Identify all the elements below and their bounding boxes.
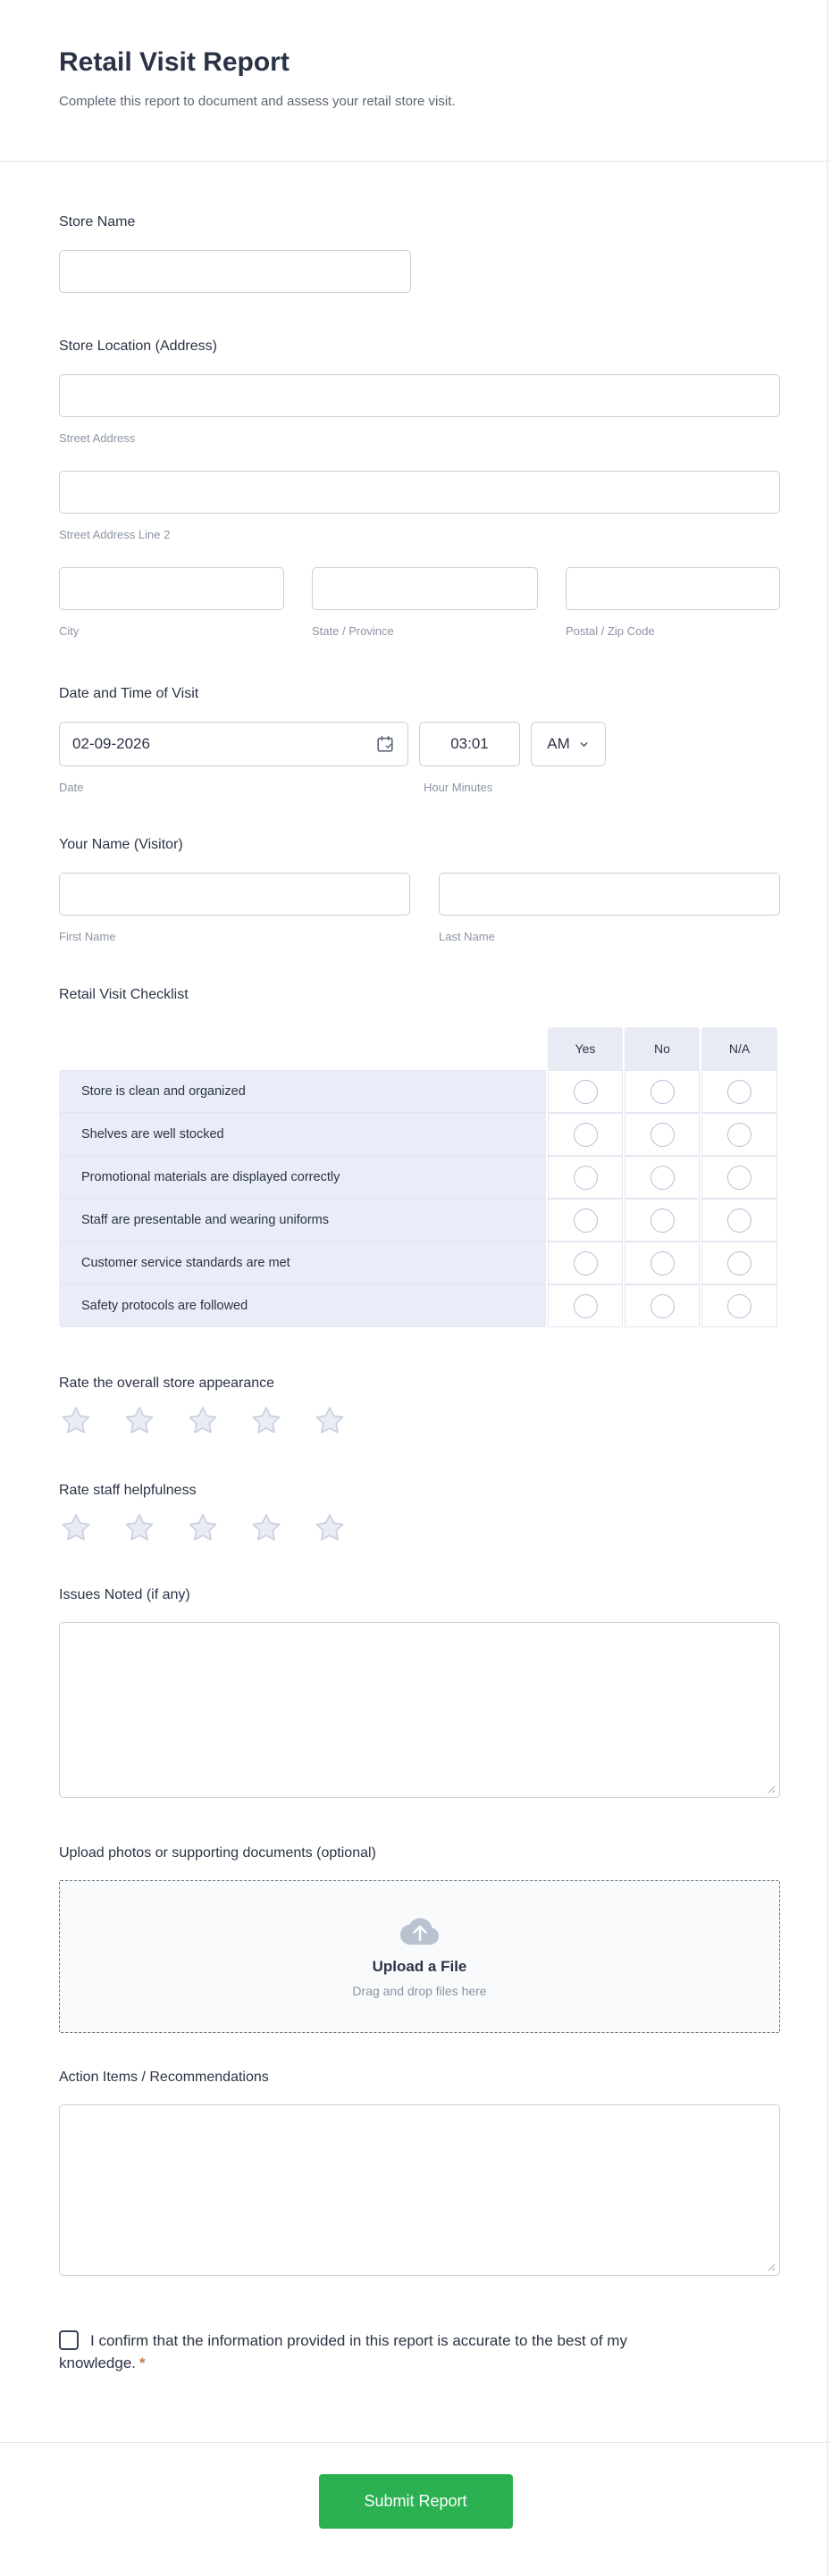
street-address-input[interactable] — [59, 374, 780, 417]
chevron-down-icon — [578, 739, 590, 750]
radio-cell — [548, 1113, 623, 1156]
section-datetime — [59, 685, 780, 795]
star-icon[interactable] — [59, 1404, 93, 1437]
checklist-row-label: Store is clean and organized — [59, 1070, 546, 1113]
visitor-name-label: Your Name (Visitor) — [59, 837, 183, 852]
section-store-name — [59, 213, 780, 293]
star-icon[interactable] — [122, 1511, 156, 1544]
radio-no[interactable] — [651, 1123, 675, 1147]
rating-helpfulness-label: Rate staff helpfulness — [59, 1483, 197, 1498]
section-visitor-name — [59, 836, 780, 944]
upload-hint: Drag and drop files here — [352, 1983, 487, 1998]
calendar-icon[interactable] — [375, 734, 395, 754]
star-icon[interactable] — [186, 1511, 220, 1544]
radio-na[interactable] — [727, 1123, 751, 1147]
radio-na[interactable] — [727, 1209, 751, 1233]
radio-yes[interactable] — [574, 1123, 598, 1147]
star-icon[interactable] — [249, 1511, 283, 1544]
checklist-row-label: Safety protocols are followed — [59, 1284, 546, 1327]
star-icon[interactable] — [59, 1511, 93, 1544]
radio-yes[interactable] — [574, 1080, 598, 1104]
column-header-yes: Yes — [548, 1027, 623, 1070]
column-header-no: No — [625, 1027, 700, 1070]
cloud-upload-icon — [399, 1916, 441, 1946]
submit-button[interactable]: Submit Report — [319, 2474, 513, 2529]
star-icon[interactable] — [122, 1404, 156, 1437]
city-input[interactable] — [59, 567, 284, 610]
radio-cell — [625, 1113, 700, 1156]
column-header-na: N/A — [701, 1027, 777, 1070]
street-address2-input[interactable] — [59, 471, 780, 514]
radio-cell — [625, 1199, 700, 1242]
star-rating-helpfulness — [59, 1511, 780, 1544]
time-sublabel: Hour Minutes — [424, 781, 493, 794]
issues-textarea[interactable] — [59, 1622, 780, 1798]
radio-no[interactable] — [651, 1209, 675, 1233]
first-name-sublabel: First Name — [59, 930, 116, 943]
resize-handle-icon[interactable] — [767, 1785, 776, 1794]
form-body — [0, 213, 831, 2374]
section-rating-helpfulness — [59, 1482, 780, 1544]
page-subtitle: Complete this report to document and assess your retail store visit. — [59, 94, 456, 109]
radio-na[interactable] — [727, 1166, 751, 1190]
form-footer — [0, 2442, 831, 2574]
upload-button-label: Upload a File — [372, 1957, 467, 1975]
radio-yes[interactable] — [574, 1294, 598, 1318]
section-issues — [59, 1586, 780, 1798]
postal-input[interactable] — [566, 567, 780, 610]
city-sublabel: City — [59, 624, 80, 638]
radio-cell — [701, 1242, 777, 1284]
section-upload — [59, 1844, 780, 2033]
date-input[interactable] — [59, 722, 408, 766]
meridiem-select[interactable] — [531, 722, 606, 766]
datetime-label: Date and Time of Visit — [59, 686, 199, 701]
state-sublabel: State / Province — [312, 624, 394, 638]
star-icon[interactable] — [313, 1511, 347, 1544]
rating-appearance-label: Rate the overall store appearance — [59, 1376, 275, 1391]
action-items-textarea[interactable] — [59, 2104, 780, 2276]
radio-na[interactable] — [727, 1251, 751, 1275]
confirm-label: I confirm that the information provided in this report is accurate to the best of my knowledge. — [59, 2332, 627, 2371]
upload-label: Upload photos or supporting documents (optional) — [59, 1845, 376, 1861]
resize-handle-icon[interactable] — [767, 2262, 776, 2271]
form-header — [0, 0, 831, 162]
checklist-corner-cell — [59, 1027, 546, 1070]
radio-cell — [701, 1199, 777, 1242]
checklist-row-label: Shelves are well stocked — [59, 1113, 546, 1156]
street-address-sublabel: Street Address — [59, 431, 136, 445]
section-checklist — [59, 986, 780, 1327]
section-action-items — [59, 2069, 780, 2276]
radio-yes[interactable] — [574, 1166, 598, 1190]
radio-no[interactable] — [651, 1251, 675, 1275]
checklist-row-label: Promotional materials are displayed correctly — [59, 1156, 546, 1199]
section-address — [59, 338, 780, 639]
first-name-input[interactable] — [59, 873, 410, 916]
checklist-label: Retail Visit Checklist — [59, 987, 189, 1002]
radio-cell — [701, 1113, 777, 1156]
radio-yes[interactable] — [574, 1251, 598, 1275]
radio-cell — [701, 1070, 777, 1113]
radio-yes[interactable] — [574, 1209, 598, 1233]
street-address2-sublabel: Street Address Line 2 — [59, 528, 171, 541]
radio-cell — [548, 1199, 623, 1242]
last-name-input[interactable] — [439, 873, 780, 916]
upload-dropzone[interactable] — [59, 1880, 780, 2033]
store-name-input[interactable] — [59, 250, 411, 293]
radio-na[interactable] — [727, 1294, 751, 1318]
radio-no[interactable] — [651, 1294, 675, 1318]
page-right-edge — [827, 0, 828, 2576]
radio-cell — [625, 1284, 700, 1327]
radio-cell — [701, 1284, 777, 1327]
date-sublabel: Date — [59, 781, 84, 794]
radio-no[interactable] — [651, 1080, 675, 1104]
star-rating-appearance — [59, 1404, 780, 1437]
radio-cell — [548, 1242, 623, 1284]
star-icon[interactable] — [313, 1404, 347, 1437]
meridiem-value: AM — [547, 735, 570, 752]
date-value: 02-09-2026 — [72, 735, 150, 752]
time-input[interactable] — [419, 722, 520, 766]
address-label: Store Location (Address) — [59, 339, 217, 354]
checklist-row-label: Staff are presentable and wearing uniforms — [59, 1199, 546, 1242]
required-asterisk: * — [139, 2354, 146, 2371]
store-name-label: Store Name — [59, 214, 136, 230]
state-input[interactable] — [312, 567, 538, 610]
confirm-checkbox[interactable] — [59, 2330, 79, 2350]
issues-label: Issues Noted (if any) — [59, 1587, 190, 1602]
radio-cell — [625, 1242, 700, 1284]
radio-cell — [701, 1156, 777, 1199]
radio-cell — [625, 1070, 700, 1113]
time-value: 03:01 — [450, 735, 489, 752]
page-title: Retail Visit Report — [59, 47, 290, 77]
radio-na[interactable] — [727, 1080, 751, 1104]
postal-sublabel: Postal / Zip Code — [566, 624, 655, 638]
radio-cell — [548, 1070, 623, 1113]
last-name-sublabel: Last Name — [439, 930, 495, 943]
checklist-table — [59, 1027, 780, 1327]
section-rating-appearance — [59, 1375, 780, 1437]
star-icon[interactable] — [186, 1404, 220, 1437]
action-items-label: Action Items / Recommendations — [59, 2070, 269, 2085]
confirm-row — [59, 2329, 711, 2374]
radio-cell — [548, 1284, 623, 1327]
radio-cell — [625, 1156, 700, 1199]
star-icon[interactable] — [249, 1404, 283, 1437]
radio-cell — [548, 1156, 623, 1199]
checklist-row-label: Customer service standards are met — [59, 1242, 546, 1284]
radio-no[interactable] — [651, 1166, 675, 1190]
